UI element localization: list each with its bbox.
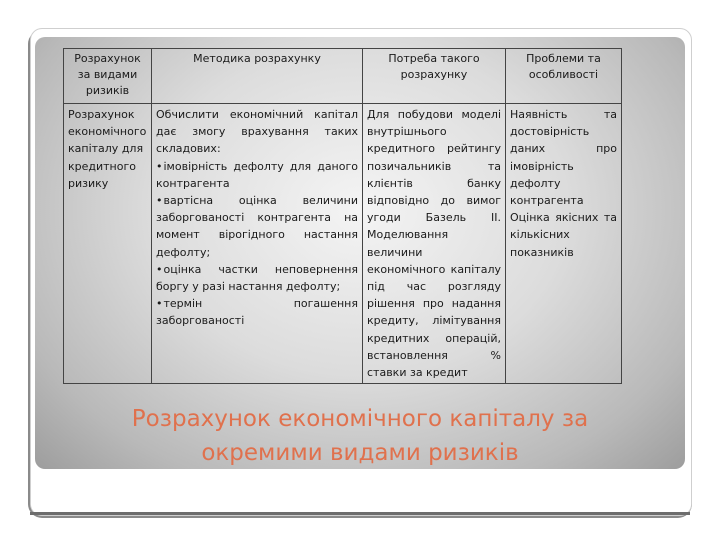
slide-title-line-2: окремими видами ризиків: [201, 440, 519, 466]
cell-problems: Наявність та достовірність даних про імовірність дефолту контрагента Оцінка якісних та кількісних показників: [506, 104, 622, 384]
method-bullet: • термін погашення заборгованості: [156, 295, 358, 329]
header-problems: Проблеми та особливості: [506, 49, 622, 104]
method-intro: Обчислити економічний капітал дає змогу врахування таких складових:: [156, 108, 358, 156]
slide-title: [35, 402, 685, 470]
method-bullet: • імовірність дефолту для даного контрагента: [156, 158, 358, 192]
method-bullet: • оцінка частки неповернення боргу у разі настання дефолту;: [156, 261, 358, 295]
slide-title-line-1: Розрахунок економічного капіталу за: [131, 406, 589, 432]
slide-bottom-border: [30, 512, 690, 515]
header-method: Методика розрахунку: [152, 49, 363, 104]
slide: [30, 28, 692, 516]
table-row: [64, 104, 622, 384]
slide-background-panel: [35, 37, 685, 469]
method-bullet: • вартісна оцінка величини заборгованості контрагента на момент вірогідного настання дефолту;: [156, 192, 358, 261]
risk-calculation-table: [63, 48, 622, 384]
table-header-row: [64, 49, 622, 104]
cell-method: [152, 104, 363, 384]
header-need: Потреба такого розрахунку: [363, 49, 506, 104]
cell-risk-type: Розрахунок економічного капіталу для кредитного ризику: [64, 104, 152, 384]
slide-footer-strip: [31, 477, 691, 515]
header-risk-type: Розрахунок за видами ризиків: [64, 49, 152, 104]
cell-need: Для побудови моделі внутрішнього кредитного рейтингу позичальників та клієнтів банку відповідно до вимог угоди Базель ІІ. Моделювання величини економічного капіталу під час розгляду рішення про надання кредиту, лімітування кредитних операцій, встановлення % ставки за кредит: [363, 104, 506, 384]
